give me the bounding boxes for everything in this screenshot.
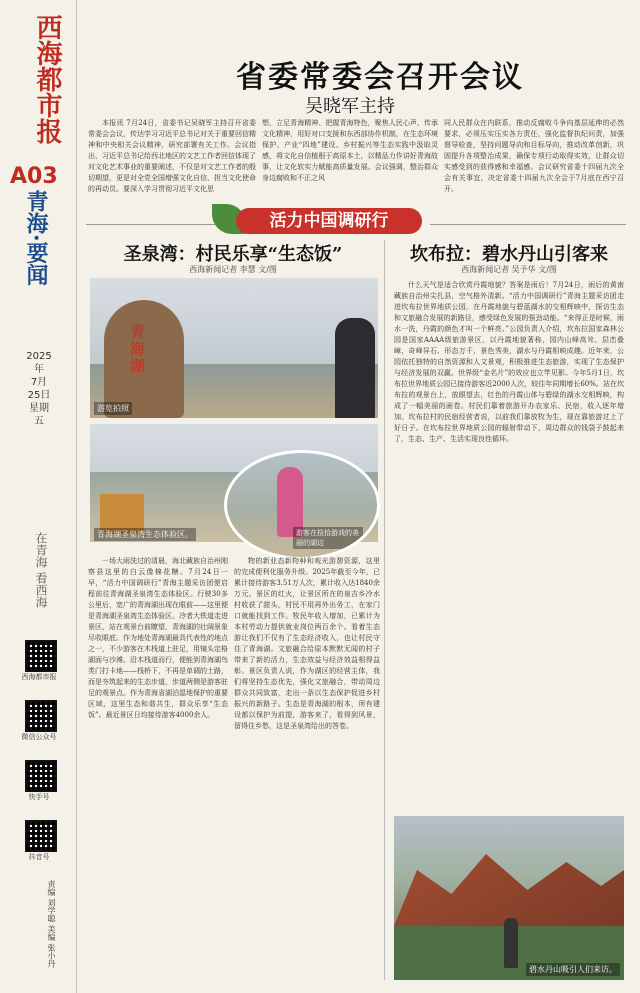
- date-year: 2025年: [26, 351, 52, 375]
- left-article-title: 圣泉湾：村民乐享“生态饭”: [123, 244, 343, 265]
- issue-date: [26, 350, 52, 428]
- qr-label: 微信公众号: [21, 733, 57, 741]
- photo-caption: 游览拍照: [94, 402, 132, 415]
- qr-code-icon: [25, 820, 57, 852]
- right-article-body: 什么天气是适合欣赏丹霞地貌？答案是雨后！7月24日，雨后的黄南藏族自治州尖扎县，空气格外清新。“活力中国调研行”青海主题采访团走进坎布拉世界地质公园，在丹霞地貌与碧蓝湖水的交相辉映中，探访生态和文旅融合发展的新路径，感受绿色发展的强劲动能。“来得正是时候，雨水一洗，丹霞的颜色才叫一个鲜亮。”公园负责人介绍，坎布拉国家森林公园是国家AAAA级旅游景区，以丹霞地貌著称，园内山峰高耸、层峦叠嶂，奇峰异石、形态万千，景色秀美，湖水与丹霞相映成趣。近年来，公园依托独特的自然资源和人文景观，积极推进生态旅游，实现了生态保护与经济发展的双赢。世界级“金名片”的效应也立竿见影。今年5月1日，坎布拉世界地质公园已接待游客近2000人次，较往年同期增长60%。站在坎布拉的观景台上，放眼望去，红色的丹霞山体与碧绿的湖水交相辉映，构成了一幅美丽的画卷。村民们靠着旅游开办农家乐、民宿，收入逐年增加。坎布拉村的民宿经营者说，以前我们靠放牧为生，现在靠旅游过上了好日子。在坎布拉世界地质公园的辐射带动下，周边群众的钱袋子鼓起来了，生态、生产、生活实现良性循环。: [394, 281, 624, 443]
- photo-lakeside-rock: [90, 278, 378, 418]
- qr-code-icon: [25, 760, 57, 792]
- qr-label: 抖音号: [28, 853, 50, 861]
- date-day: 25日: [27, 390, 51, 401]
- qr-code-icon: [25, 700, 57, 732]
- rock-inscription: 青 海 湖: [130, 323, 146, 375]
- masthead-logo: 西海都市报: [32, 14, 62, 144]
- visitor-figure: [504, 918, 518, 968]
- right-article-byline: 西海新闻记者 吴予华 文/图: [461, 265, 557, 274]
- photo-danxia-landscape: [394, 816, 624, 980]
- qr-block-4[interactable]: [14, 820, 64, 862]
- lead-column-2: 想，立足青海精神、把握青海特色，聚焦人民心声、传承文化精神，用好对口支援和东西部协作机制，在生态环境保护、产业“四地”建设、乡村振兴等生态实践中汲取灵感，将文化自信植根于高原本土，以精品力作讲好青海故事，让文化软实力赋能高质量发展。会议强调，整治群众身边腐败和不正之风: [262, 119, 438, 182]
- divider: [430, 224, 626, 225]
- right-article-title: 坎布拉：碧水丹山引客来: [410, 244, 608, 265]
- qr-label: 快手号: [28, 793, 50, 801]
- date-month: 7月: [30, 377, 48, 388]
- visitor-figure: [335, 318, 375, 418]
- section-title: 青海·要闻: [23, 190, 49, 286]
- left-article-column-2: 物的新业态新物种和观光游憩资源，这里的完成便利化服务升级。2025年截至今年，已累计接待游客3.51万人次，累计收入达1840余万元。景区的红火，让景区所在的泉吉乡冷水村收获了甜头，村民不用再外出务工，在家门口就能找到工作。牧民年收入增加，已累计为本村劳动力提供就业岗位两百余个。看着生态游让我们不仅有了生态经济收入，也让村民守住了青海湖。文旅融合给原本默默无闻的村子带来了新的活力，生态效益与经济效益相得益彰。景区负责人说，作为湖区的经营主体，我们将坚持生态优先，强化文旅融合，带动周边群众共同致富，走出一条以生态保护促进乡村振兴的新路子。生态是青海湖的根本，所有建设都以保护为前提，游客来了，看得到风景，留得住乡愁，这是圣泉湾给出的答卷。: [234, 557, 380, 730]
- left-article-byline: 西海新闻记者 李慧 文/图: [189, 265, 277, 274]
- qr-code-icon: [25, 640, 57, 672]
- lead-column-3: 同人民群众在内联系，推动反腐败斗争向基层延伸的必然要求，必须压实压实各方责任，强化监督执纪问责，加强督导检查，坚持问题导向和目标导向，推动改革创新，巩固提升各项整治成果，确保专项行动取得实效，让群众切实感受到的获得感和幸福感。会议研究省委十四届九次全会有关事宜，决定省委十四届九次全会于7月底在西宁召开。: [444, 119, 624, 193]
- page-number: A03: [10, 164, 58, 189]
- main-subhead: 吴晓军主持: [305, 96, 395, 117]
- date-weekday: 星期五: [29, 403, 49, 427]
- left-article-column-1: 一场大雨洗过的清晨，海北藏族自治州刚察县这里的白云像棉花糖。7月24日一早，“活力中国调研行”青海主题采访团便启程前往青海湖圣泉湾生态体验区。行驶30多公里后，宽广的青海湖出现在眼前——这里便是青海湖圣泉湾生态体验区。冷者大铁道走进景区，站在观景台前瞭望，青海湖的壮阔景象尽收眼底。作为地处青海湖最具代表性的地点之一，不少游客在木栈道上驻足，用镜头定格湖面与沙滩。沿木栈道而行，便能到青海湖鸟类门打卡地——栈桥下，不再是单调的土路，而是夯筑起来的生态步道，步道两侧是游客驻足的观景点。作为青海省湖泊湿地保护的重要区域，这里生态和谐共生，群众乐享“生态饭”。最近景区日均接待游客4000余人。: [88, 557, 228, 719]
- qr-block-1[interactable]: [14, 640, 64, 682]
- qr-block-2[interactable]: [14, 700, 64, 742]
- qr-block-3[interactable]: [14, 760, 64, 802]
- red-cliffs: [394, 846, 624, 926]
- photo-caption: 游客在捡拾游戏的美丽的湖边: [293, 527, 363, 549]
- column-divider: [384, 240, 385, 980]
- photo-caption: 青海湖圣泉湾生态体验区。: [94, 528, 196, 541]
- qr-label: 西海都市报: [21, 673, 57, 681]
- photo-caption: 碧水丹山吸引人们来访。: [526, 963, 620, 976]
- photo-circle-visitor: [224, 450, 380, 560]
- lead-column-1: 本报讯 7月24日，省委书记吴晓军主持召开省委常委会会议，传达学习习近平总书记对关于重要回信精神和中央相关会议精神，研究部署有关工作。会议指出，习近平总书记给西北地区的文艺工作者回信体现了对文化艺术事业的重要阐述，不仅是对文艺工作者的殷切期望，更是对全党全国增强文化自信、担当文化使命的再动员。要深入学习贯彻习近平文化思: [88, 119, 256, 193]
- editors-credit: 责编 刘学聪 美编 张小丹: [47, 880, 56, 968]
- feature-banner: 活力中国调研行: [236, 208, 422, 234]
- slogan: 在青海 看西海: [34, 532, 48, 608]
- divider: [86, 224, 216, 225]
- main-headline: 省委常委会召开会议: [236, 60, 524, 95]
